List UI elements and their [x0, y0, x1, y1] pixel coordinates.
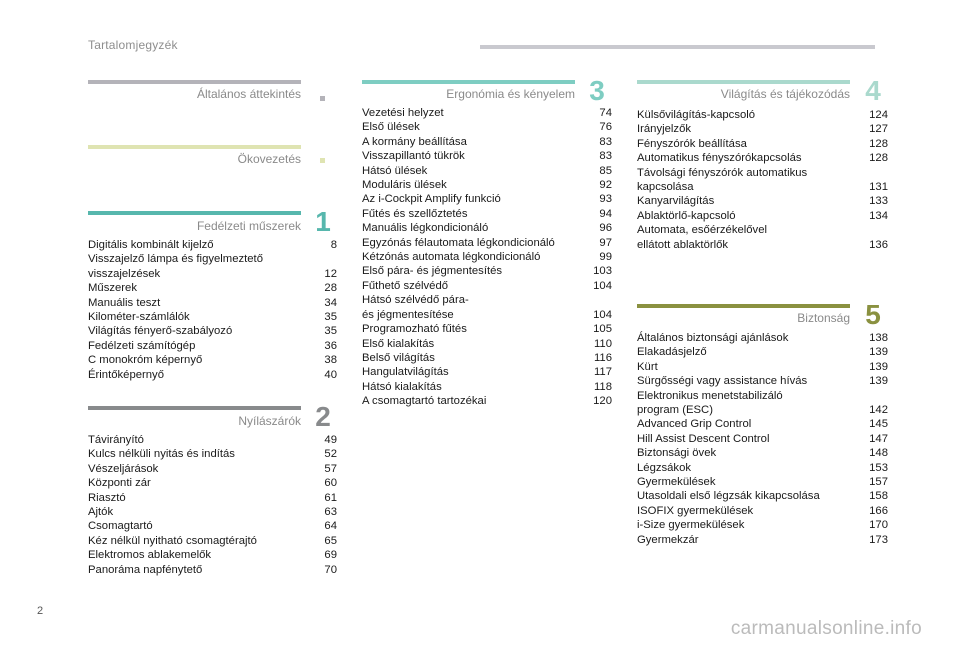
toc-entry-page: 145 — [869, 418, 888, 431]
toc-entry[interactable] — [362, 394, 612, 408]
toc-entry-label: Kanyarvilágítás — [637, 195, 715, 208]
toc-entry-page: 60 — [324, 477, 337, 490]
toc-entry[interactable] — [362, 106, 612, 120]
toc-entry-label: Távolsági fényszórók automatikus kapcsolása — [637, 166, 808, 194]
toc-entry-page: 99 — [599, 251, 612, 264]
toc-entry-page: 127 — [869, 123, 888, 136]
toc-entry-page: 34 — [324, 296, 337, 309]
toc-entry[interactable] — [637, 417, 888, 431]
toc-entry[interactable] — [88, 505, 337, 519]
toc-entry-label: Sürgősségi vagy assistance hívás — [637, 375, 808, 388]
toc-entry-label: A csomagtartó tartozékai — [362, 395, 487, 408]
toc-entry-label: Fűthető szélvédő — [362, 279, 449, 292]
toc-entry-label: Manuális légkondicionáló — [362, 222, 489, 235]
header-bar — [480, 45, 875, 49]
toc-entry-page: 85 — [599, 164, 612, 177]
toc-entry-page: 139 — [869, 375, 888, 388]
toc-entry-label: Manuális teszt — [88, 296, 161, 309]
toc-entry[interactable] — [362, 120, 612, 134]
toc-entry[interactable] — [362, 293, 612, 322]
toc-entry-page: 70 — [324, 563, 337, 576]
section-dashboard-entries — [88, 238, 337, 382]
toc-entry-label: Automata, esőérzékelővel ellátott ablaktörlők — [637, 224, 767, 251]
toc-entry-page: 64 — [324, 520, 337, 533]
toc-entry-label: Általános biztonsági ajánlások — [637, 332, 789, 344]
toc-entry-page: 110 — [593, 337, 612, 350]
toc-entry[interactable] — [362, 365, 612, 379]
toc-entry-page: 116 — [593, 351, 612, 364]
toc-entry[interactable] — [637, 374, 888, 388]
page-header-title: Tartalomjegyzék — [88, 38, 178, 52]
watermark: carmanualsonline.info — [730, 618, 922, 639]
toc-entry-page: 83 — [599, 135, 612, 148]
toc-entry[interactable] — [88, 368, 337, 382]
toc-entry-page: 103 — [593, 265, 612, 278]
toc-entry-label: Hátsó szélvédő pára- és jégmentesítése — [362, 294, 469, 321]
toc-entry-label: Kilométer-számlálók — [88, 311, 190, 324]
toc-entry[interactable] — [637, 533, 888, 547]
toc-entry-page: 117 — [593, 366, 612, 379]
toc-entry-page: 166 — [869, 504, 888, 517]
toc-entry-label: i-Size gyermekülések — [637, 519, 745, 532]
toc-entry-page: 52 — [324, 448, 337, 461]
toc-entry-label: Moduláris ülések — [362, 179, 447, 192]
toc-entry[interactable] — [88, 462, 337, 476]
toc-entry-label: Kéz nélkül nyitható csomagtérajtó — [88, 534, 257, 547]
section-ergonomics-entries — [362, 106, 612, 409]
toc-entry-label: Első ülések — [362, 121, 420, 134]
section-general-title: Általános áttekintés — [196, 87, 301, 101]
page-number: 2 — [37, 605, 44, 617]
toc-entry-page: 92 — [599, 179, 612, 192]
toc-entry-page: 118 — [593, 380, 612, 393]
toc-entry[interactable] — [637, 194, 888, 208]
toc-entry-page: 36 — [324, 339, 337, 352]
toc-entry[interactable] — [637, 122, 888, 136]
section-lighting-title: Világítás és tájékozódás — [720, 87, 850, 101]
toc-entry-label: Visszajelző lámpa és figyelmeztető visszajelzések — [88, 253, 263, 280]
toc-entry-page: 128 — [869, 152, 888, 165]
toc-entry-label: Elakadásjelző — [637, 346, 707, 359]
toc-entry[interactable] — [88, 324, 337, 338]
toc-entry-label: Műszerek — [88, 282, 137, 295]
toc-entry-label: Érintőképernyő — [88, 368, 164, 381]
toc-entry-label: Légzsákok — [637, 461, 692, 474]
section-general-line — [88, 80, 301, 84]
section-eco-marker — [320, 158, 325, 163]
toc-entry[interactable] — [637, 446, 888, 460]
toc-entry[interactable] — [88, 281, 337, 295]
toc-entry[interactable] — [88, 296, 337, 310]
toc-entry-page: 63 — [324, 506, 337, 519]
toc-entry[interactable] — [637, 345, 888, 359]
toc-entry-label: Elektromos ablakemelők — [88, 549, 212, 562]
toc-entry-label: Hátsó kialakítás — [362, 380, 442, 393]
toc-entry-page: 147 — [869, 432, 888, 445]
toc-entry[interactable] — [362, 380, 612, 394]
toc-entry[interactable] — [637, 108, 888, 122]
toc-entry-page: 170 — [869, 519, 888, 532]
toc-entry[interactable] — [637, 360, 888, 374]
section-ergonomics-title: Ergonómia és kényelem — [446, 87, 575, 101]
toc-entry[interactable] — [637, 518, 888, 532]
toc-entry[interactable] — [362, 192, 612, 206]
toc-entry[interactable] — [88, 519, 337, 533]
section-eco-line — [88, 145, 301, 149]
toc-entry-label: Hátsó ülések — [362, 164, 428, 177]
toc-entry-page: 105 — [593, 323, 612, 336]
toc-entry-label: Világítás fényerő-szabályozó — [88, 325, 233, 338]
toc-entry-page: 153 — [869, 461, 888, 474]
section-ergonomics-number: 3 — [589, 75, 605, 106]
toc-entry-page: 96 — [599, 222, 612, 235]
toc-entry[interactable] — [362, 135, 612, 149]
toc-entry[interactable] — [637, 331, 888, 345]
toc-entry-page: 65 — [324, 534, 337, 547]
toc-entry-page: 157 — [869, 476, 888, 489]
toc-entry-label: Vezetési helyzet — [362, 107, 444, 119]
section-access-entries — [88, 433, 337, 577]
toc-entry[interactable] — [637, 461, 888, 475]
section-safety-line — [637, 304, 850, 308]
toc-entry-label: Gyermekzár — [637, 533, 699, 546]
toc-entry-page: 76 — [599, 121, 612, 134]
toc-entry-label: Első pára- és jégmentesítés — [362, 265, 503, 278]
toc-entry-label: Kulcs nélküli nyitás és indítás — [88, 448, 235, 461]
toc-entry-page: 83 — [599, 150, 612, 163]
toc-entry[interactable] — [362, 149, 612, 163]
toc-entry-label: Központi zár — [88, 477, 151, 490]
toc-entry-page: 93 — [599, 193, 612, 206]
toc-entry[interactable] — [88, 447, 337, 461]
toc-entry-page: 35 — [324, 325, 337, 338]
toc-entry[interactable] — [362, 337, 612, 351]
toc-entry[interactable] — [88, 433, 337, 447]
toc-entry-page: 139 — [869, 346, 888, 359]
section-safety-number: 5 — [865, 299, 881, 330]
toc-entry-page: 57 — [324, 462, 337, 475]
toc-entry-page: 158 — [869, 490, 888, 503]
section-lighting-line — [637, 80, 850, 84]
toc-entry[interactable] — [637, 475, 888, 489]
section-access-number: 2 — [315, 401, 331, 432]
toc-entry-label: Az i-Cockpit Amplify funkció — [362, 193, 501, 206]
toc-entry-page: 38 — [324, 354, 337, 367]
toc-entry[interactable] — [362, 207, 612, 221]
toc-entry-page: 128 — [869, 137, 888, 150]
toc-entry-label: Ajtók — [88, 506, 114, 519]
toc-entry[interactable] — [637, 209, 888, 223]
section-ergonomics-line — [362, 80, 575, 84]
toc-entry[interactable] — [88, 353, 337, 367]
toc-entry[interactable] — [637, 166, 888, 195]
toc-entry-label: Panoráma napfénytető — [88, 563, 203, 576]
section-safety-title: Biztonság — [797, 311, 850, 325]
toc-entry-page: 12 — [324, 267, 337, 280]
toc-entry[interactable] — [637, 389, 888, 418]
toc-entry[interactable] — [637, 151, 888, 165]
toc-entry-label: Kétzónás automata légkondicionáló — [362, 251, 541, 264]
toc-entry-label: Biztonsági övek — [637, 447, 717, 460]
toc-entry-label: Belső világítás — [362, 351, 435, 364]
toc-entry-page: 173 — [869, 533, 888, 546]
toc-entry-page: 49 — [324, 434, 337, 446]
toc-entry[interactable] — [362, 164, 612, 178]
toc-entry-label: C monokróm képernyő — [88, 354, 203, 367]
toc-entry-label: Fedélzeti számítógép — [88, 339, 196, 352]
toc-entry-page: 69 — [324, 549, 337, 562]
toc-entry-label: Fűtés és szellőztetés — [362, 207, 468, 220]
toc-entry-label: Hill Assist Descent Control — [637, 432, 770, 445]
toc-entry-label: Advanced Grip Control — [637, 418, 752, 431]
toc-entry[interactable] — [362, 264, 612, 278]
toc-entry-page: 61 — [324, 491, 337, 504]
toc-entry-label: Egyzónás félautomata légkondicionáló — [362, 236, 555, 249]
toc-entry-label: Gyermekülések — [637, 476, 716, 489]
toc-entry-page: 134 — [869, 209, 888, 222]
section-general-marker — [320, 96, 325, 101]
toc-entry-page: 35 — [324, 311, 337, 324]
toc-entry[interactable] — [88, 252, 337, 281]
toc-entry-label: Irányjelzők — [637, 123, 691, 136]
toc-entry[interactable] — [637, 432, 888, 446]
toc-entry[interactable] — [362, 322, 612, 336]
toc-entry-page: 139 — [869, 360, 888, 373]
toc-entry-page: 148 — [869, 447, 888, 460]
toc-entry[interactable] — [88, 491, 337, 505]
toc-entry-page: 94 — [599, 207, 612, 220]
section-dashboard-title: Fedélzeti műszerek — [196, 219, 301, 233]
toc-entry-label: Első kialakítás — [362, 337, 435, 350]
toc-entry-page: 120 — [593, 395, 612, 408]
toc-entry-page: 97 — [599, 236, 612, 249]
toc-entry-page: 133 — [869, 195, 888, 208]
toc-entry[interactable] — [88, 238, 337, 252]
section-safety-entries — [637, 331, 888, 547]
toc-entry-label: ISOFIX gyermekülések — [637, 504, 754, 517]
toc-entry-page: 8 — [330, 239, 337, 251]
toc-entry-label: Utasoldali első légzsák kikapcsolása — [637, 490, 820, 503]
section-dashboard-number: 1 — [315, 206, 331, 237]
toc-entry[interactable] — [362, 221, 612, 235]
section-lighting-entries — [637, 108, 888, 252]
toc-entry-label: Visszapillantó tükrök — [362, 150, 465, 163]
toc-entry-label: Ablaktörlő-kapcsoló — [637, 209, 736, 222]
section-lighting-number: 4 — [865, 75, 881, 106]
toc-entry-label: Távirányító — [88, 434, 144, 446]
toc-entry[interactable] — [88, 339, 337, 353]
toc-entry[interactable] — [88, 548, 337, 562]
toc-entry[interactable] — [362, 236, 612, 250]
toc-entry[interactable] — [637, 223, 888, 252]
toc-entry[interactable] — [362, 279, 612, 293]
section-access-title: Nyílászárók — [238, 414, 301, 428]
toc-entry[interactable] — [362, 250, 612, 264]
toc-entry-page: 104 — [593, 279, 612, 292]
toc-entry-label: Digitális kombinált kijelző — [88, 239, 214, 251]
toc-entry-label: Hangulatvilágítás — [362, 366, 449, 379]
toc-entry-label: Riasztó — [88, 491, 126, 504]
toc-entry-page: 104 — [593, 308, 612, 321]
toc-entry-label: Automatikus fényszórókapcsolás — [637, 152, 802, 165]
toc-entry-label: Külsővilágítás-kapcsoló — [637, 109, 756, 121]
toc-entry-page: 138 — [869, 332, 888, 344]
section-dashboard-line — [88, 211, 301, 215]
toc-entry[interactable] — [637, 504, 888, 518]
section-access-line — [88, 406, 301, 410]
toc-entry-page: 40 — [324, 368, 337, 381]
toc-entry-page: 28 — [324, 282, 337, 295]
toc-entry-label: Elektronikus menetstabilizáló program (ESC) — [637, 389, 783, 417]
toc-entry-label: Csomagtartó — [88, 520, 153, 533]
toc-entry-page: 74 — [599, 107, 612, 119]
toc-entry[interactable] — [362, 178, 612, 192]
toc-entry-page: 136 — [869, 238, 888, 251]
toc-entry[interactable] — [88, 310, 337, 324]
toc-entry-label: A kormány beállítása — [362, 135, 467, 148]
toc-entry-label: Vészeljárások — [88, 462, 159, 475]
section-eco-title: Ökovezetés — [237, 152, 301, 166]
toc-entry[interactable] — [637, 489, 888, 503]
toc-entry-label: Fényszórók beállítása — [637, 137, 747, 150]
toc-entry[interactable] — [362, 351, 612, 365]
toc-entry-page: 142 — [869, 404, 888, 417]
toc-entry[interactable] — [637, 137, 888, 151]
toc-entry[interactable] — [88, 534, 337, 548]
toc-entry-label: Kürt — [637, 360, 658, 373]
toc-entry-page: 131 — [869, 181, 888, 194]
toc-entry[interactable] — [88, 476, 337, 490]
toc-entry[interactable] — [88, 563, 337, 577]
toc-entry-label: Programozható fűtés — [362, 323, 467, 336]
toc-entry-page: 124 — [869, 109, 888, 121]
